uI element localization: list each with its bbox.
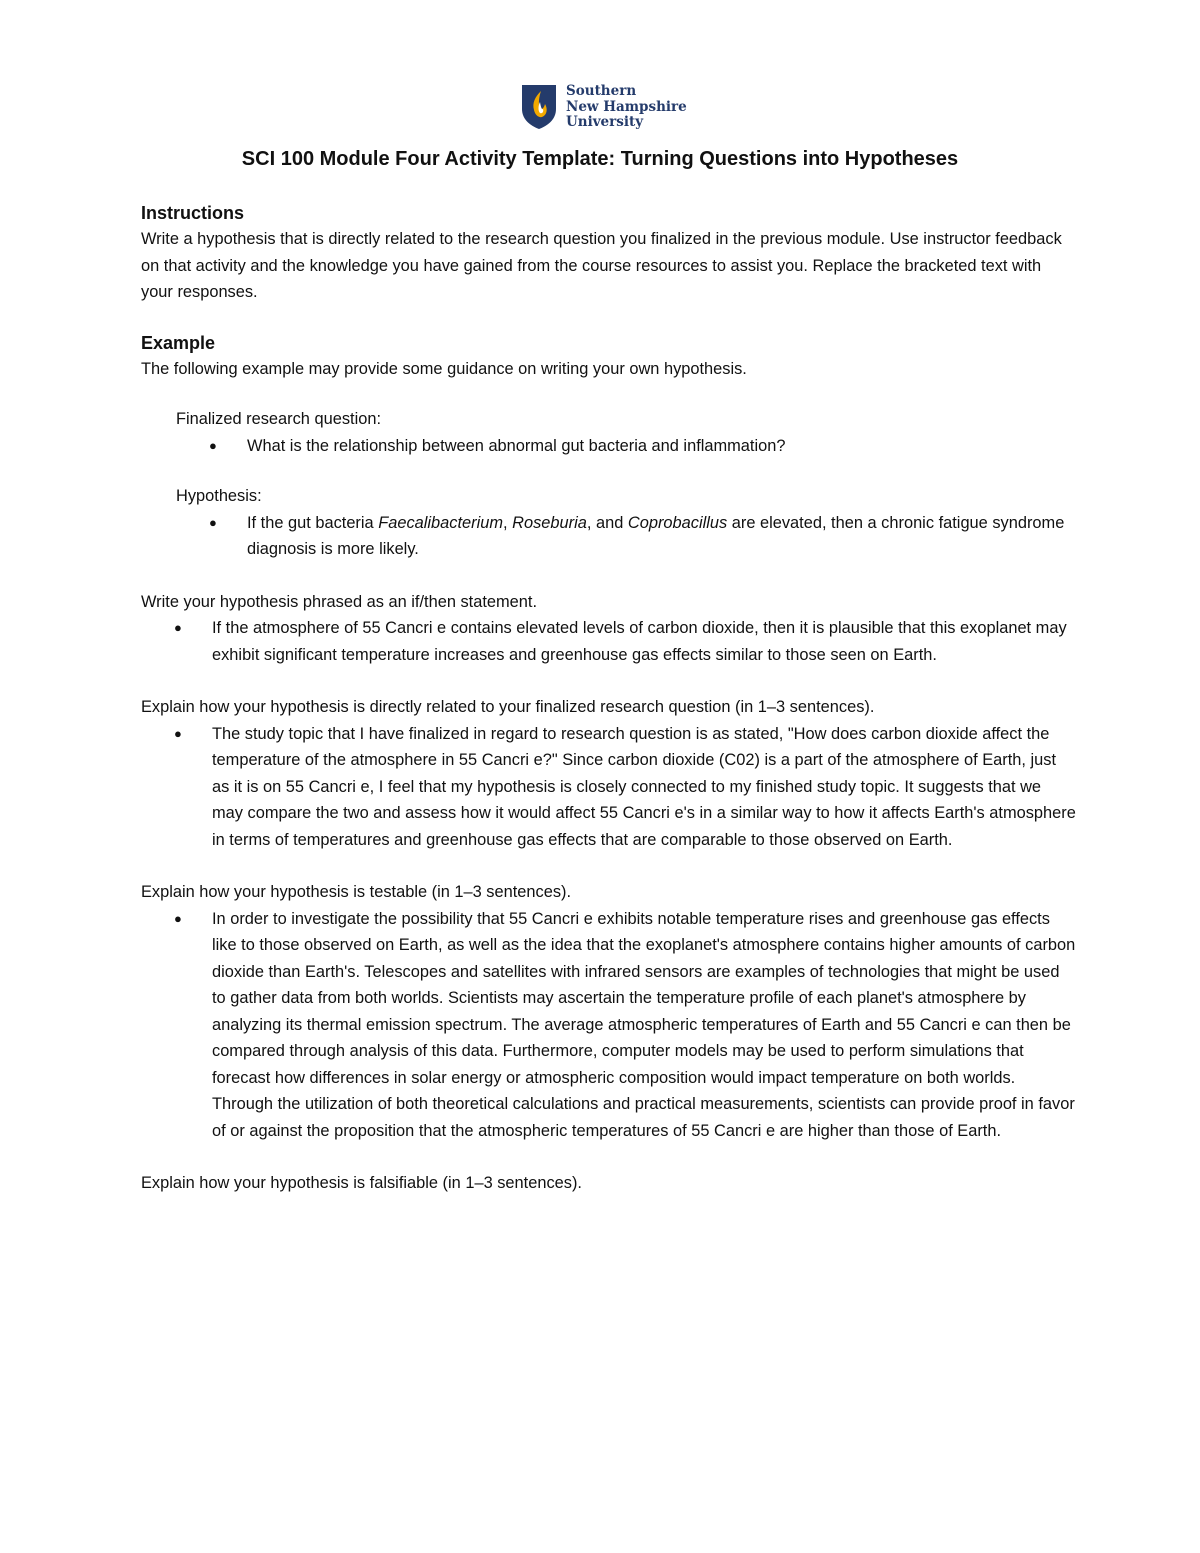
list-item xyxy=(141,510,1076,563)
document-body xyxy=(141,200,1076,1197)
testable-prompt: Explain how your hypothesis is testable (in 1–3 sentences). xyxy=(141,883,572,901)
bullet-icon: ● xyxy=(174,910,182,926)
logo-wordmark xyxy=(566,84,687,131)
example-question-label: Finalized research question: xyxy=(176,410,381,428)
university-logo xyxy=(521,84,687,131)
list-item xyxy=(141,433,1076,460)
instructions-heading: Instructions xyxy=(141,203,245,223)
bacteria-name: Roseburia xyxy=(512,513,587,532)
relation-answer: The study topic that I have finalized in regard to research question is as stated, "How does carbon dioxide affect the temperature of the atmosphere in 55 Cancri e?" Since carbon dioxide (C02) is a part of the atmosphere of Earth, just as it is on 55 Cancri e, I feel that my hypothesis is closely connected to my finished study topic. It suggests that we may compare the two and assess how it would affect 55 Cancri e's in a similar way to how it affects Earth's atmosphere in terms of temperatures and greenhouse gas effects that are comparable to those observed on Earth. xyxy=(212,724,1076,849)
logo-line-1: Southern xyxy=(566,83,637,99)
falsifiable-prompt: Explain how your hypothesis is falsifiable (in 1–3 sentences). xyxy=(141,1174,582,1192)
bullet-icon: ● xyxy=(209,437,217,453)
list-item xyxy=(141,721,1076,854)
relation-prompt: Explain how your hypothesis is directly related to your finalized research question (in 1–3 sentences). xyxy=(141,698,875,716)
list-item xyxy=(141,906,1076,1145)
list-item xyxy=(141,615,1076,668)
bullet-icon: ● xyxy=(174,620,182,635)
bullet-icon: ● xyxy=(174,725,182,741)
hypothesis-answer: If the atmosphere of 55 Cancri e contains elevated levels of carbon dioxide, then it is plausible that this exoplanet may exhibit significant temperature increases and greenhouse gas effects similar to those seen on Earth. xyxy=(212,619,1067,664)
document-title: SCI 100 Module Four Activity Template: Turning Questions into Hypotheses xyxy=(241,148,959,170)
example-heading: Example xyxy=(141,332,216,353)
logo-line-2: New Hampshire xyxy=(566,98,687,115)
bacteria-name: Faecalibacterium xyxy=(378,513,504,532)
snhu-shield-flame-icon xyxy=(521,84,557,130)
example-hypothesis-label: Hypothesis: xyxy=(176,487,262,505)
hypothesis-prompt: Write your hypothesis phrased as an if/then statement. xyxy=(141,592,538,611)
example-intro: The following example may provide some guidance on writing your own hypothesis. xyxy=(141,359,747,378)
example-question: What is the relationship between abnormal gut bacteria and inflammation? xyxy=(247,436,786,455)
bacteria-name: Coprobacillus xyxy=(627,513,728,532)
logo-line-3: University xyxy=(566,114,644,130)
example-hypothesis: If the gut bacteria Faecalibacterium, Roseburia, and Coprobacillus are elevated, then a chronic fatigue syndrome diagnosis is more likely. xyxy=(247,513,1065,558)
testable-answer: In order to investigate the possibility that 55 Cancri e exhibits notable temperature rises and greenhouse gas effects like to those observed on Earth, as well as the idea that the exoplanet's atmosphere contains higher amounts of carbon dioxide than Earth's. Telescopes and satellites with infrared sensors are examples of technologies that might be used to gather data from both worlds. Scientists may ascertain the temperature profile of each planet's atmosphere by analyzing its thermal emission spectrum. The average atmospheric temperatures of Earth and 55 Cancri e can then be compared through analysis of this data. Furthermore, computer models may be used to perform simulations that forecast how differences in solar energy or atmospheric composition would impact temperature on both worlds. Through the utilization of both theoretical calculations and practical measurements, scientists can provide proof in favor of or against the proposition that the atmospheric temperatures of 55 Cancri e are higher than those of Earth. xyxy=(212,909,1076,1140)
bullet-icon: ● xyxy=(209,514,217,530)
instructions-text: Write a hypothesis that is directly related to the research question you finalized in the previous module. Use instructor feedback on that activity and the knowledge you have gained from the course resources to assist you. Replace the bracketed text with your responses. xyxy=(141,230,1062,301)
